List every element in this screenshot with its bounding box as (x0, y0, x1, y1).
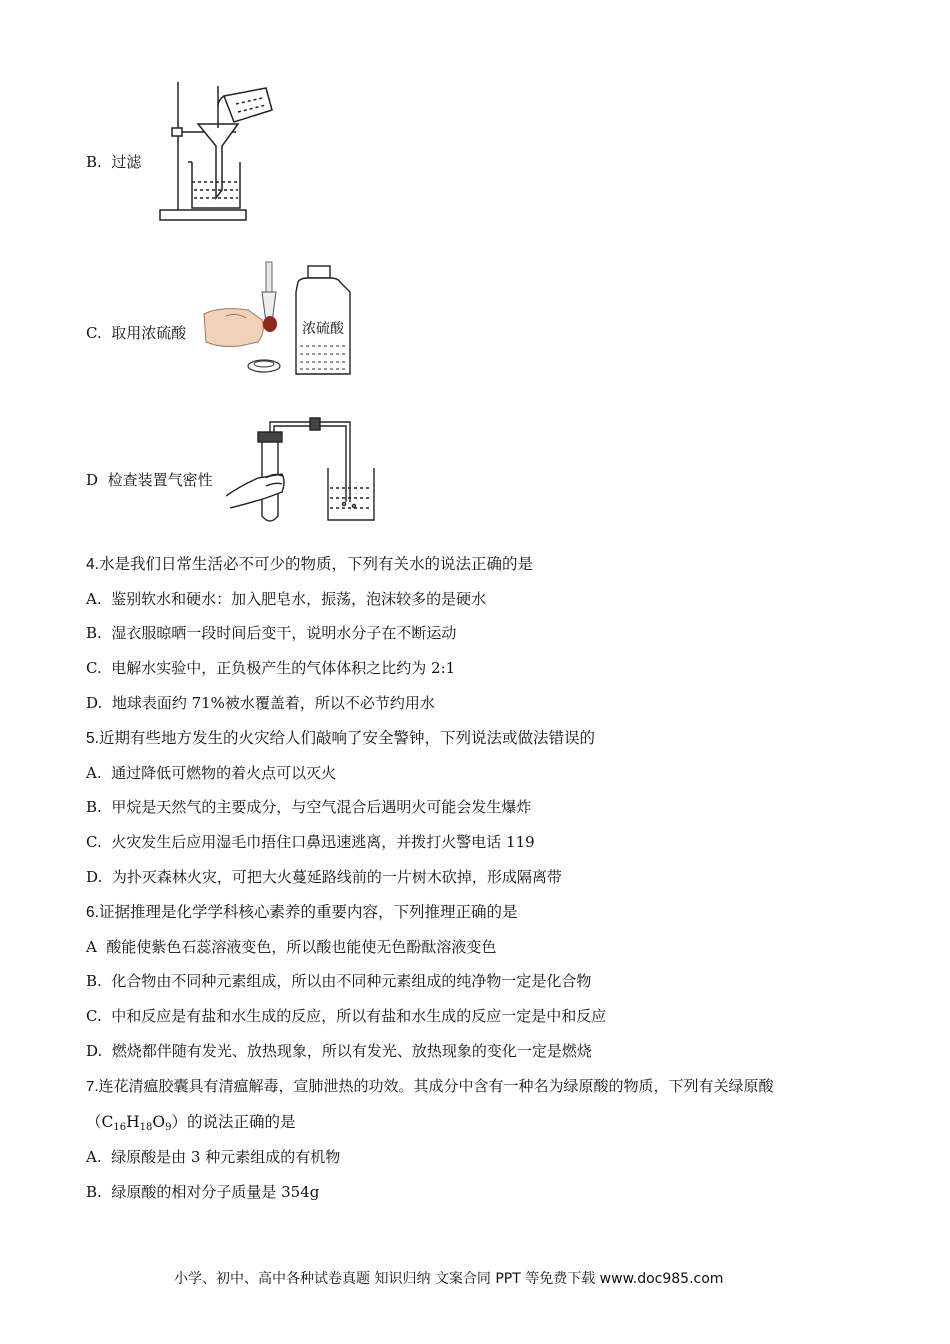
q5-option-a (86, 763, 336, 783)
option-letter: B. (86, 153, 102, 171)
option-letter: C. (86, 1007, 102, 1025)
option-text: 地球表面约 71%被水覆盖着，所以不必节约用水 (111, 694, 435, 712)
dropper-figure (200, 258, 360, 378)
airtight-figure (226, 412, 386, 528)
option-letter: A (86, 938, 97, 956)
subscript: 18 (139, 1122, 153, 1133)
option-text: 湿衣服晾晒一段时间后变干，说明水分子在不断运动 (111, 624, 457, 642)
option-text: 甲烷是天然气的主要成分，与空气混合后遇明火可能会发生爆炸 (111, 798, 532, 816)
q6-option-c (86, 1006, 606, 1026)
question-number: 7. (86, 1078, 99, 1095)
option-text: 火灾发生后应用湿毛巾捂住口鼻迅速逃离，并拨打火警电话 119 (111, 833, 535, 851)
question-text: 近期有些地方发生的火灾给人们敲响了安全警钟，下列说法或做法错误的 (98, 729, 595, 747)
option-letter: B. (86, 798, 102, 816)
option-text: 通过降低可燃物的着火点可以灭火 (111, 764, 337, 782)
q6-option-d (86, 1041, 592, 1061)
option-letter: A. (86, 1148, 102, 1166)
q4-option-c (86, 658, 455, 678)
page-footer: 小学、初中、高中各种试卷真题 知识归纳 文案合同 PPT 等免费下载 www.doc985.com (174, 1271, 724, 1287)
option-text: 中和反应是有盐和水生成的反应，所以有盐和水生成的反应一定是中和反应 (111, 1007, 607, 1025)
option-text: 酸能使紫色石蕊溶液变色，所以酸也能使无色酚酞溶液变色 (106, 938, 497, 956)
question-number: 4. (86, 556, 99, 573)
option-b-filter (86, 152, 141, 172)
option-text: 过滤 (111, 153, 142, 171)
option-text: 绿原酸的相对分子质量是 354g (111, 1183, 320, 1201)
option-text: 化合物由不同种元素组成，所以由不同种元素组成的纯净物一定是化合物 (111, 972, 592, 990)
q4-option-d (86, 693, 435, 713)
question-7-stem (86, 1076, 774, 1097)
question-5-stem (86, 728, 595, 749)
subscript: 9 (165, 1122, 172, 1133)
question-text: 连花清瘟胶囊具有清瘟解毒，宣肺泄热的功效。其成分中含有一种名为绿原酸的物质，下列有关绿原酸 (98, 1077, 774, 1095)
q4-option-a (86, 589, 486, 609)
option-letter: D. (86, 868, 103, 886)
option-text: 鉴别软水和硬水：加入肥皂水，振荡，泡沫较多的是硬水 (111, 590, 487, 608)
option-text: 检查装置气密性 (107, 471, 213, 489)
q5-option-b (86, 797, 531, 817)
question-number: 6. (86, 904, 99, 921)
formula-element: H (126, 1113, 140, 1131)
q6-option-b (86, 971, 591, 991)
formula-open: （C (86, 1113, 114, 1131)
q6-option-a (86, 937, 496, 957)
option-text: 取用浓硫酸 (111, 324, 187, 342)
formula-close: ）的说法正确的是 (171, 1113, 296, 1131)
option-text: 为扑灭森林火灾，可把大火蔓延路线前的一片树木砍掉，形成隔离带 (111, 868, 562, 886)
option-letter: A. (86, 590, 102, 608)
option-letter: B. (86, 1183, 102, 1201)
option-letter: C. (86, 659, 102, 677)
option-letter: D (86, 471, 99, 489)
bottle-label: 浓硫酸 (302, 321, 344, 337)
option-letter: A. (86, 764, 102, 782)
q5-option-d (86, 867, 562, 887)
question-4-stem (86, 554, 533, 575)
option-letter: C. (86, 833, 102, 851)
q5-option-c (86, 832, 535, 852)
subscript: 16 (113, 1122, 127, 1133)
q7-option-b (86, 1182, 319, 1202)
question-number: 5. (86, 730, 99, 747)
q4-option-b (86, 623, 456, 643)
option-d-airtight (86, 470, 213, 490)
option-letter: B. (86, 972, 102, 990)
filtration-figure (158, 70, 278, 226)
option-letter: D. (86, 1042, 103, 1060)
formula-element: O (152, 1113, 166, 1131)
question-text: 水是我们日常生活必不可少的物质，下列有关水的说法正确的是 (98, 555, 533, 573)
option-text: 电解水实验中，正负极产生的气体体积之比约为 2:1 (111, 659, 456, 677)
option-letter: B. (86, 624, 102, 642)
option-text: 绿原酸是由 3 种元素组成的有机物 (111, 1148, 341, 1166)
option-letter: C. (86, 324, 102, 342)
question-7-formula-line (86, 1112, 295, 1138)
option-c-acid (86, 323, 186, 343)
option-letter: D. (86, 694, 103, 712)
question-text: 证据推理是化学学科核心素养的重要内容，下列推理正确的是 (98, 903, 518, 921)
q7-option-a (86, 1147, 340, 1167)
option-text: 燃烧都伴随有发光、放热现象，所以有发光、放热现象的变化一定是燃烧 (111, 1042, 592, 1060)
question-6-stem (86, 902, 517, 923)
